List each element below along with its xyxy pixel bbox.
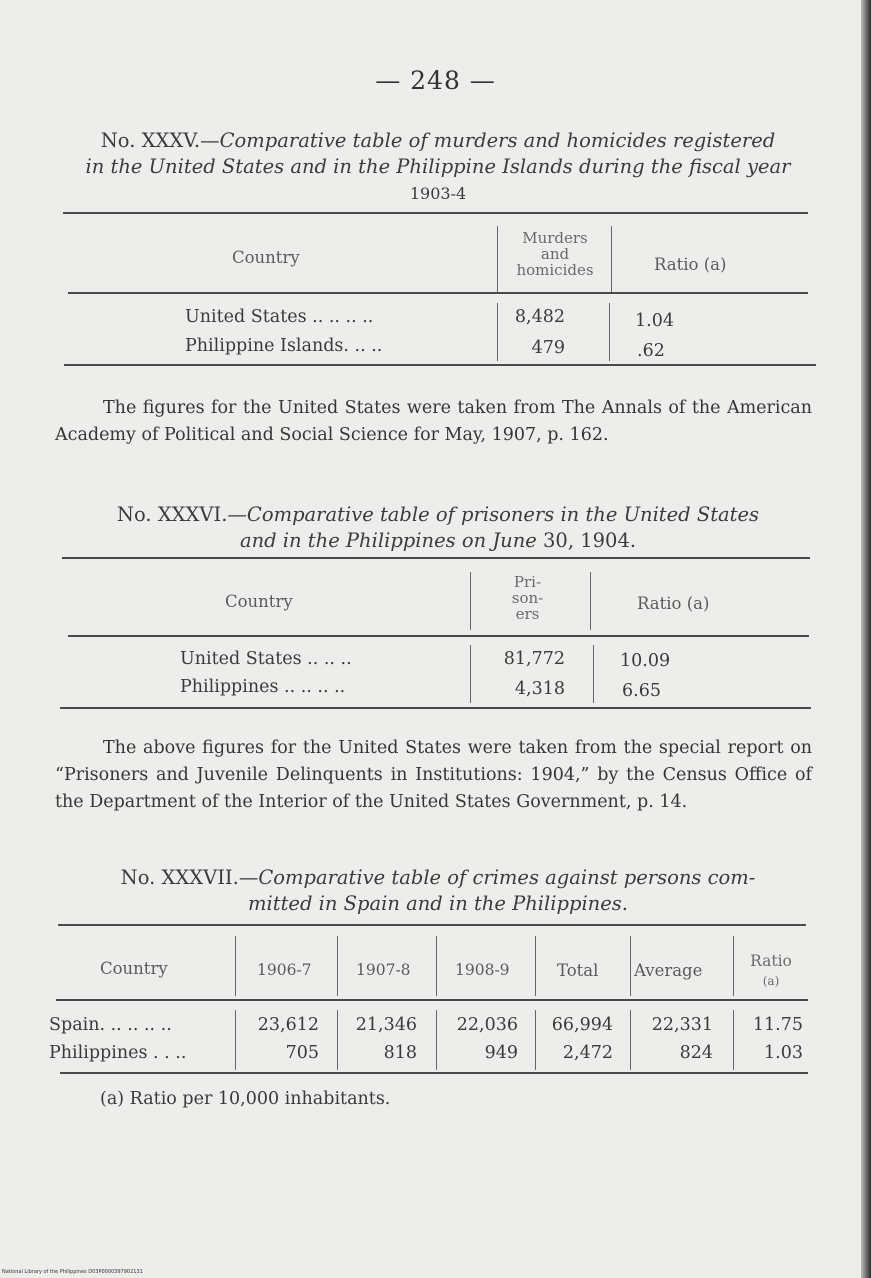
table37-header-divider-3: [436, 936, 437, 996]
table36-header-divider-1: [470, 572, 471, 630]
table37-row1-ratio: 11.75: [752, 1015, 803, 1035]
table36-bottom-rule: [60, 707, 811, 709]
page-number: — 248 —: [375, 66, 496, 95]
table37-header-divider-1: [235, 936, 236, 996]
table36-body-divider-2: [593, 645, 594, 703]
table37-top-rule: [58, 924, 806, 926]
table37-header-divider-5: [630, 936, 631, 996]
table35-row2-value: 479: [531, 338, 565, 358]
table35-header-divider-2: [611, 226, 612, 292]
table37-label: No. XXXVII.: [120, 866, 239, 889]
table35-body-divider-1: [497, 303, 498, 361]
table36-body-divider-1: [470, 645, 471, 703]
table36-caption-line1: —Comparative table of prisoners in the United States: [227, 503, 760, 526]
table37-body-divider-6: [733, 1010, 734, 1070]
table37-caption-line1: —Comparative table of crimes against persons com-: [238, 866, 756, 889]
table35-row2-ratio: .62: [637, 341, 665, 361]
table37-header-y3: 1908-9: [455, 961, 510, 979]
table35-header-country: Country: [232, 248, 300, 267]
table36-caption-line2b: 30, 1904.: [543, 529, 637, 552]
table37-header-y1: 1906-7: [257, 961, 312, 979]
table35-row1-ratio: 1.04: [635, 311, 674, 331]
table37-header-divider-4: [535, 936, 536, 996]
table36-row1-ratio: 10.09: [620, 651, 671, 671]
table37-row1-total: 66,994: [551, 1015, 613, 1035]
table35-row1-value: 8,482: [514, 307, 565, 327]
scan-footer: National Library of the Philippines D03P0000397902131: [2, 1269, 143, 1275]
paragraph-census-source: The above figures for the United States were taken from the special report on “Prisoners and Juvenile Delinquents in Institutions: 1904,” by the Census Office of the Department of the Interior of the United States Government, p. 14.: [55, 738, 812, 812]
table37-row2-total: 2,472: [562, 1043, 613, 1063]
table35-header-divider-1: [497, 226, 498, 292]
table35-caption-line2: in the United States and in the Philippine Islands during the fiscal year: [85, 155, 791, 178]
table36-header-divider-2: [590, 572, 591, 630]
table36-caption-line2a: and in the Philippines on June: [239, 529, 537, 552]
table37-row1-y1: 23,612: [257, 1015, 319, 1035]
table37-caption-line2: mitted in Spain and in the Philippines.: [248, 892, 628, 915]
table37-row1-average: 22,331: [651, 1015, 713, 1035]
table36-row2-country: Philippines .. .. .. ..: [180, 677, 346, 697]
table37-row1-country: Spain. .. .. .. ..: [49, 1015, 172, 1035]
table35-caption-year: 1903-4: [409, 184, 467, 203]
table37-row2-average: 824: [679, 1043, 713, 1063]
table35-header-ratio: Ratio (a): [654, 255, 727, 274]
table37-header-ratio: Ratio (a): [750, 952, 792, 988]
table35-label: No. XXXV.: [100, 129, 201, 152]
table35-bottom-rule: [64, 364, 816, 366]
table36-header-prisoners: Pri- son- ers: [511, 573, 544, 623]
table37-caption: [56, 865, 820, 917]
table37-bottom-rule: [60, 1072, 808, 1074]
table36-row1-country: United States .. .. ..: [180, 649, 352, 669]
table37-row1-y2: 21,346: [355, 1015, 417, 1035]
table36-row2-ratio: 6.65: [622, 681, 661, 701]
table36-row2-value: 4,318: [514, 679, 565, 699]
table36-header-ratio: Ratio (a): [637, 594, 710, 613]
table37-body-divider-4: [535, 1010, 536, 1070]
table37-header-y2: 1907-8: [356, 961, 411, 979]
table36-top-rule: [62, 557, 810, 559]
table35-body-divider-2: [609, 303, 610, 361]
table36-header-country: Country: [225, 592, 293, 611]
table37-body-divider-3: [436, 1010, 437, 1070]
table37-row1-y3: 22,036: [456, 1015, 518, 1035]
table36-header-rule: [68, 635, 809, 637]
table37-header-divider-6: [733, 936, 734, 996]
footnote: (a) Ratio per 10,000 inhabitants.: [100, 1089, 391, 1109]
table37-body-divider-5: [630, 1010, 631, 1070]
table37-row2-y1: 705: [285, 1043, 319, 1063]
table37-header-country: Country: [100, 959, 168, 978]
table35-caption-line1: —Comparative table of murders and homicides registered: [200, 129, 776, 152]
table35-row2-country: Philippine Islands. .. ..: [185, 336, 383, 356]
table37-header-rule: [56, 999, 808, 1001]
table35-header-rule: [68, 292, 808, 294]
table35-header-murders: Murders and homicides: [516, 229, 594, 279]
table37-row2-y3: 949: [484, 1043, 518, 1063]
table35-row1-country: United States .. .. .. ..: [185, 307, 374, 327]
paragraph-annals-source: The figures for the United States were taken from The Annals of the American Academy of Political and Social Science for May, 1907, p. 162.: [55, 398, 812, 445]
table37-row2-ratio: 1.03: [764, 1043, 803, 1063]
table35-caption: [56, 128, 820, 207]
table37-row2-y2: 818: [383, 1043, 417, 1063]
page-edge-shadow: [861, 0, 871, 1278]
table36-row1-value: 81,772: [503, 649, 565, 669]
table37-body-divider-1: [235, 1010, 236, 1070]
table35-top-rule: [63, 212, 808, 214]
table37-row2-country: Philippines . . ..: [49, 1043, 187, 1063]
table37-body-divider-2: [337, 1010, 338, 1070]
table36-label: No. XXXVI.: [116, 503, 228, 526]
table37-header-divider-2: [337, 936, 338, 996]
table37-header-average: Average: [634, 961, 703, 980]
table36-caption: [56, 502, 820, 554]
table37-header-total: Total: [557, 961, 599, 980]
